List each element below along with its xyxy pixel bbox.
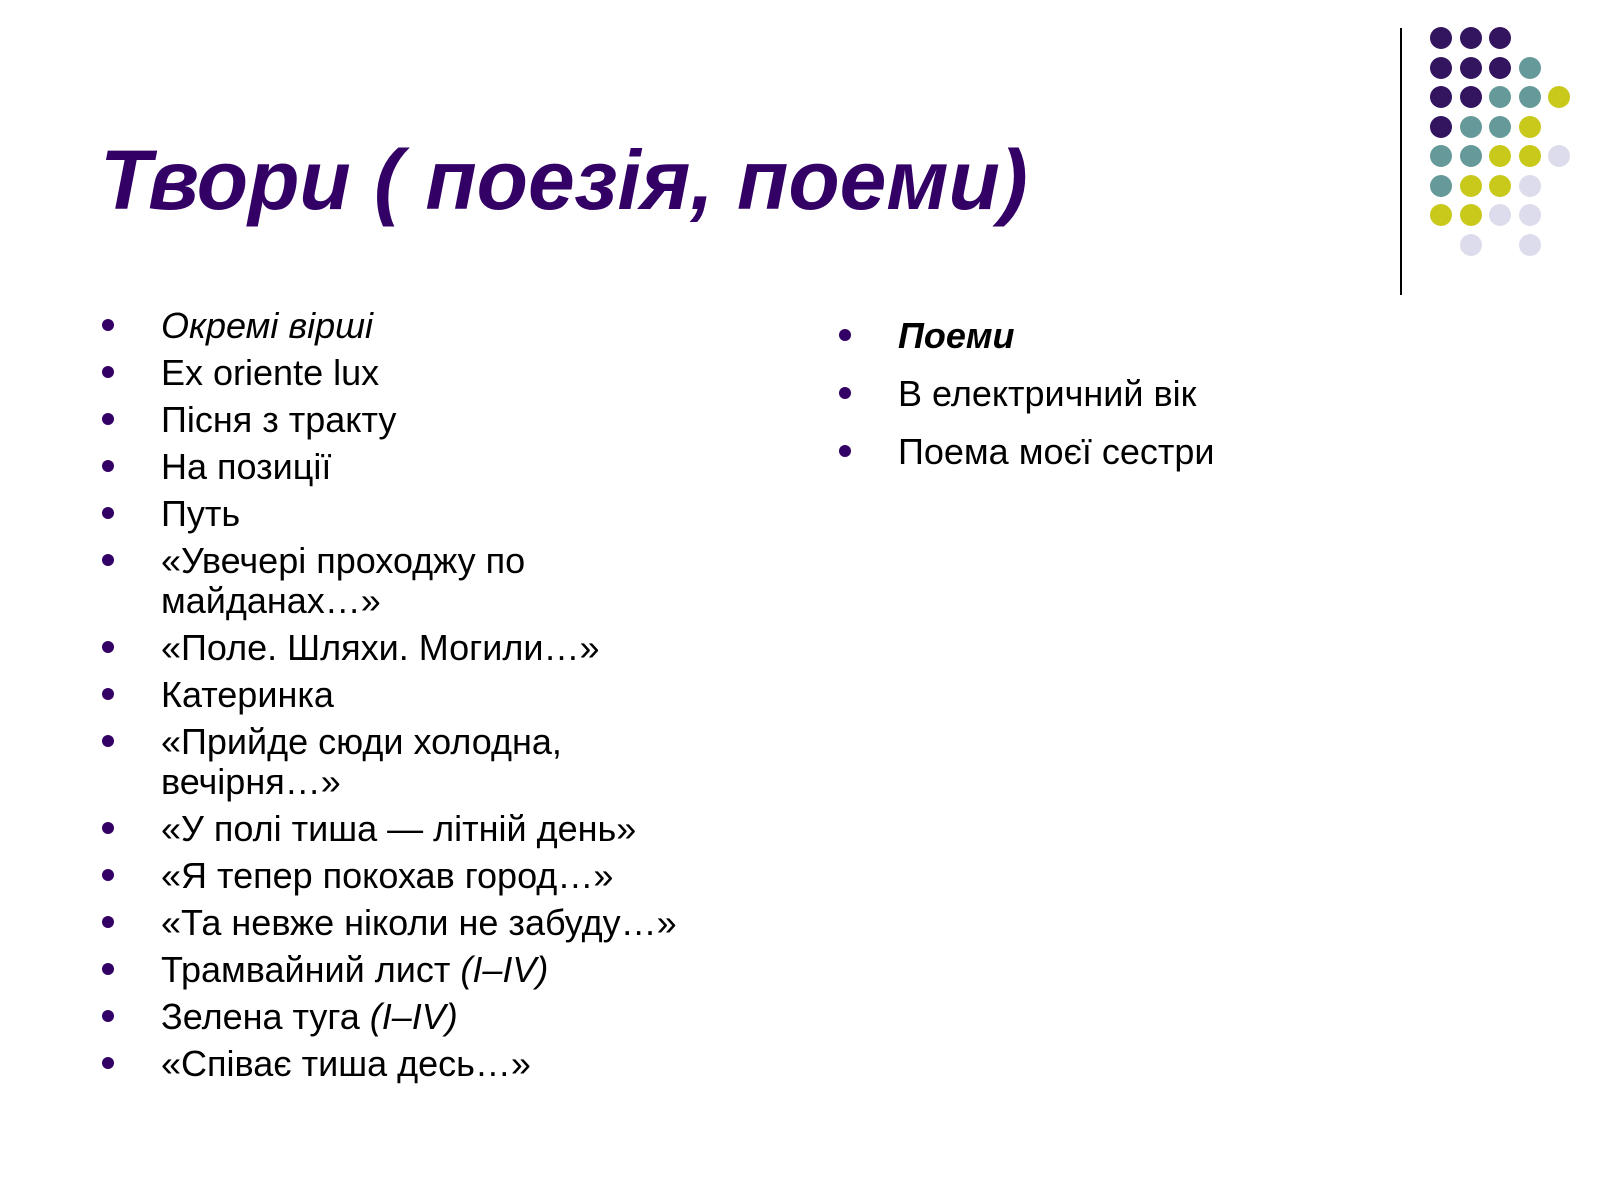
list-item [839, 432, 1399, 472]
list-item [102, 950, 742, 990]
list-item-suffix: (I–IV) [369, 996, 458, 1037]
list-item-text: «Поле. Шляхи. Могили…» [161, 627, 600, 668]
list-item-text: «Я тепер покохав город…» [161, 855, 614, 896]
decorative-dot [1460, 234, 1482, 256]
decorative-dot [1460, 204, 1482, 226]
bullet-icon [102, 916, 114, 928]
decorative-dot [1519, 234, 1541, 256]
bullet-icon [839, 387, 851, 399]
decorative-dot [1519, 145, 1541, 167]
list-item [102, 1044, 742, 1084]
decorative-dot [1460, 116, 1482, 138]
decorative-dot [1430, 27, 1452, 49]
decorative-dot [1548, 86, 1570, 108]
decorative-dot [1430, 175, 1452, 197]
list-item-text: На позиції [161, 446, 332, 487]
list-item-text: Трамвайний лист [161, 949, 451, 990]
bullet-icon [102, 507, 114, 519]
list-item-text: Пісня з тракту [161, 399, 397, 440]
list-item [102, 809, 742, 849]
list-item [102, 675, 742, 715]
decorative-dot [1489, 175, 1511, 197]
poems-list-right [839, 316, 1399, 490]
decorative-dot [1548, 145, 1570, 167]
bullet-icon [102, 869, 114, 881]
bullet-icon [102, 413, 114, 425]
bullet-icon [839, 445, 851, 457]
decorative-dot [1460, 86, 1482, 108]
decorative-dot [1489, 145, 1511, 167]
decorative-dot [1460, 145, 1482, 167]
bullet-icon [102, 460, 114, 472]
decorative-dot [1489, 204, 1511, 226]
bullet-icon [102, 1057, 114, 1069]
bullet-icon [102, 963, 114, 975]
decorative-dot [1519, 86, 1541, 108]
poems-list-left [102, 306, 742, 1091]
list-item [102, 400, 742, 440]
list-item-text: «Прийде сюди холодна, вечірня…» [161, 721, 562, 802]
decorative-dot [1519, 175, 1541, 197]
list-item [102, 628, 742, 668]
decorative-dot [1489, 116, 1511, 138]
decorative-dot [1430, 204, 1452, 226]
list-item [102, 856, 742, 896]
decorative-dot [1519, 204, 1541, 226]
list-item [102, 903, 742, 943]
bullet-icon [102, 735, 114, 747]
bullet-icon [102, 366, 114, 378]
list-item-text: Катеринка [161, 674, 334, 715]
bullet-icon [102, 641, 114, 653]
list-item-text: Зелена туга [161, 996, 360, 1037]
decorative-dot [1430, 116, 1452, 138]
list-item [839, 374, 1399, 414]
list-item-text: Ex oriente lux [161, 352, 380, 393]
decorative-dot [1519, 116, 1541, 138]
slide-title: Твори ( поезія, поеми) [100, 133, 1028, 227]
title-divider [1400, 28, 1402, 295]
list-item [102, 353, 742, 393]
list-item-text: Поема моєї сестри [898, 431, 1215, 472]
list-item [102, 997, 742, 1037]
bullet-icon [102, 688, 114, 700]
decorative-dot [1489, 27, 1511, 49]
list-item-text: Окремі вірші [161, 305, 374, 346]
decorative-dot [1430, 145, 1452, 167]
list-item [102, 447, 742, 487]
list-item-text: В електричний вік [898, 373, 1197, 414]
list-item-text: «У полі тиша — літній день» [161, 808, 637, 849]
decorative-dot [1430, 86, 1452, 108]
decorative-dot [1430, 57, 1452, 79]
list-item [102, 494, 742, 534]
bullet-icon [102, 1010, 114, 1022]
list-item-text: «Увечері проходжу по майданах…» [161, 540, 526, 621]
decorative-dot [1460, 175, 1482, 197]
bullet-icon [102, 822, 114, 834]
decorative-dot [1489, 57, 1511, 79]
list-item-text: «Та невже ніколи не забуду…» [161, 902, 677, 943]
bullet-icon [102, 319, 114, 331]
list-item [839, 316, 1399, 356]
decorative-dot [1519, 57, 1541, 79]
list-item [102, 306, 742, 346]
list-item-text: Путь [161, 493, 241, 534]
list-item [102, 541, 742, 621]
list-item-text: «Співає тиша десь…» [161, 1043, 531, 1084]
list-item-suffix: (I–IV) [460, 949, 549, 990]
bullet-icon [102, 554, 114, 566]
decorative-dot [1489, 86, 1511, 108]
decorative-dot [1460, 57, 1482, 79]
decorative-dot [1460, 27, 1482, 49]
list-item [102, 722, 742, 802]
list-item-heading: Поеми [898, 315, 1015, 356]
bullet-icon [839, 329, 851, 341]
